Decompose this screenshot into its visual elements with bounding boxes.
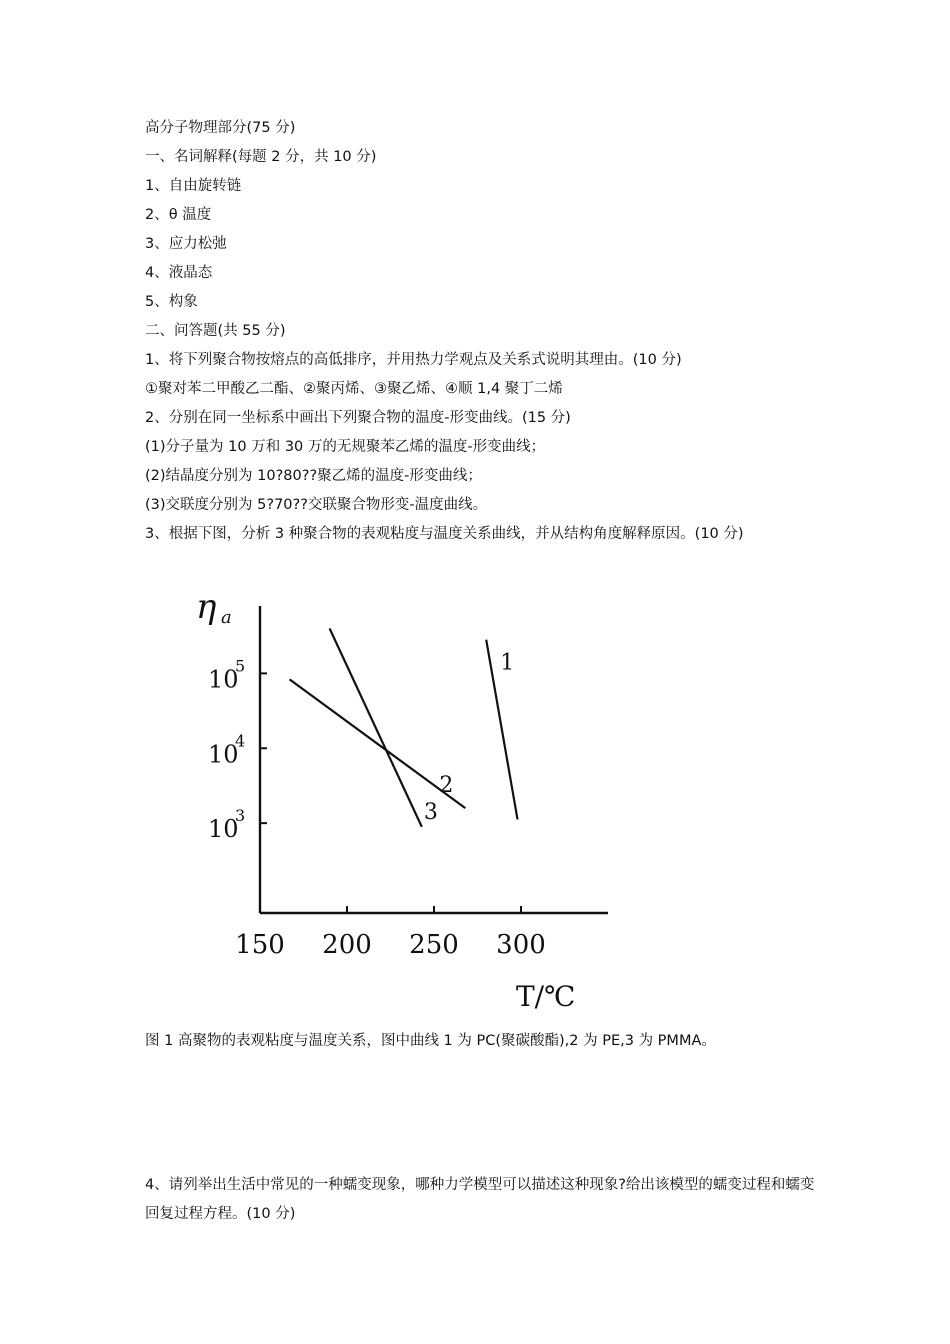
chart-axes	[260, 606, 608, 913]
chart-svg	[188, 578, 618, 1018]
chart-series	[290, 628, 518, 826]
x-tick-labels	[235, 930, 546, 960]
part-two-heading: 二、问答题(共 55 分)	[145, 323, 286, 339]
x-tick-label: 300	[496, 930, 546, 960]
part-one-heading: 一、名词解释(每题 2 分，共 10 分)	[145, 149, 377, 165]
question-4: 4、请列举出生活中常见的一种蠕变现象，哪种力学模型可以描述这种现象?给出该模型的蠕变过程和蠕变回复过程方程。(10 分)	[145, 1177, 815, 1222]
y-tick-exponent: 3	[235, 806, 246, 826]
term-item: 5、构象	[145, 294, 198, 310]
y-tick-label: 10	[208, 815, 239, 844]
y-axis-symbol: η	[196, 587, 217, 627]
y-tick-exponent: 5	[235, 656, 246, 676]
question-2: 2、分别在同一坐标系中画出下列聚合物的温度-形变曲线。(15 分)	[145, 410, 571, 426]
question-3: 3、根据下图，分析 3 种聚合物的表观粘度与温度关系曲线，并从结构角度解释原因。(10 分)	[145, 526, 744, 542]
term-item: 3、应力松弛	[145, 236, 227, 252]
question-2-sub: (3)交联度分别为 5?70??交联聚合物形变-温度曲线。	[145, 497, 488, 513]
question-2-sub: (2)结晶度分别为 10?80??聚乙烯的温度-形变曲线；	[145, 468, 482, 484]
y-axis-label	[196, 587, 232, 628]
question-2-sub: (1)分子量为 10 万和 30 万的无规聚苯乙烯的温度-形变曲线；	[145, 439, 546, 455]
question-1: 1、将下列聚合物按熔点的高低排序，并用热力学观点及关系式说明其理由。(10 分)	[145, 352, 682, 368]
question-1-options: ①聚对苯二甲酸乙二酯、②聚丙烯、③聚乙烯、④顺 1,4 聚丁二烯	[145, 381, 563, 397]
y-tick-labels	[208, 656, 245, 843]
series-label-3: 3	[423, 799, 438, 825]
series-label-2: 2	[439, 773, 454, 799]
series-line-3	[330, 628, 422, 826]
section-title: 高分子物理部分(75 分)	[145, 120, 296, 136]
x-tick-label: 250	[409, 930, 459, 960]
x-tick-label: 200	[322, 930, 372, 960]
viscosity-temperature-chart	[188, 578, 618, 1018]
y-tick-label: 10	[208, 665, 239, 694]
x-axis-label: T/℃	[516, 980, 576, 1013]
series-label-1: 1	[500, 650, 515, 676]
x-tick-label: 150	[235, 930, 285, 960]
figure-caption: 图 1 高聚物的表观粘度与温度关系，图中曲线 1 为 PC(聚碳酸酯),2 为 PE,3 为 PMMA。	[145, 1033, 716, 1049]
term-item: 2、θ 温度	[145, 207, 212, 223]
term-item: 4、液晶态	[145, 265, 213, 281]
y-tick-label: 10	[208, 740, 239, 769]
y-tick-exponent: 4	[235, 731, 246, 751]
y-axis-subscript: a	[221, 607, 232, 628]
question-sheet	[145, 114, 825, 549]
term-item: 1、自由旋转链	[145, 178, 242, 194]
